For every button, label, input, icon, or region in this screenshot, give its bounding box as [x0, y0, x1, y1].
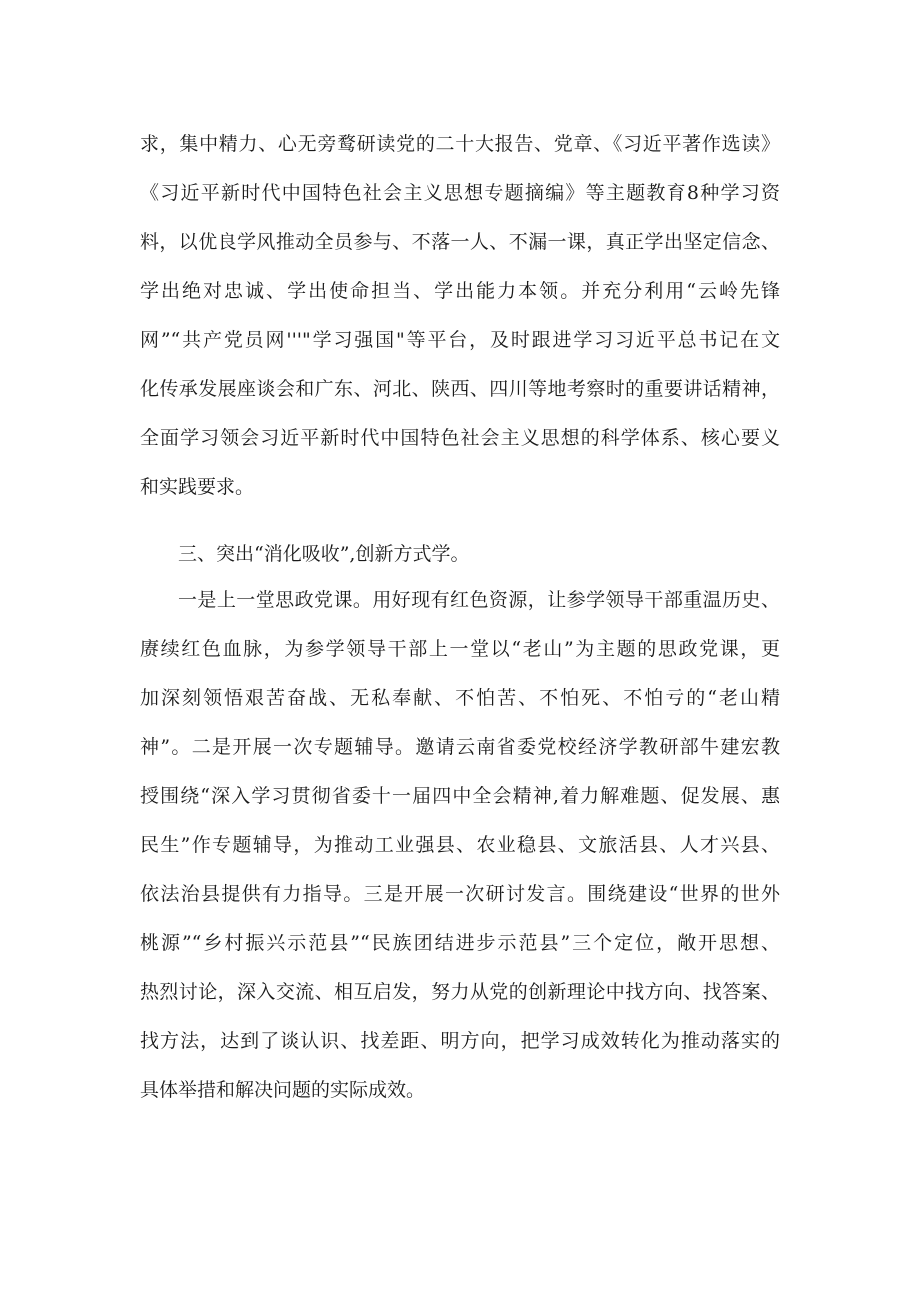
text-line: 网”“共产党员网'''"学习强国"等平台，及时跟进学习习近平总书记在文 — [140, 329, 780, 351]
text-line: 神”。二是开展一次专题辅导。邀请云南省委党校经济学教研部牛建宏教 — [140, 736, 780, 758]
text-line: 依法治县提供有力指导。三是开展一次研讨发言。围绕建设“世界的世外 — [140, 883, 780, 905]
text-line: 赓续红色血脉，为参学领导干部上一堂以“老山”为主题的思政党课，更 — [140, 638, 780, 660]
text-line: 全面学习领会习近平新时代中国特色社会主义思想的科学体系、核心要义 — [140, 427, 780, 449]
text-line: 和实践要求。 — [140, 476, 255, 498]
text-line: 授围绕“深入学习贯彻省委十一届四中全会精神,着力解难题、促发展、惠 — [140, 785, 780, 807]
text-line: 求，集中精力、心无旁鹜研读党的二十大报告、党章、《习近平著作选读》 — [140, 133, 780, 155]
text-line: 找方法，达到了谈认识、找差距、明方向，把学习成效转化为推动落实的 — [140, 1030, 780, 1052]
text-line: 一是上一堂思政党课。用好现有红色资源，让参学领导干部重温历史、 — [178, 589, 780, 611]
text-line: 化传承发展座谈会和广东、河北、陕西、四川等地考察时的重要讲话精神， — [140, 378, 780, 400]
text-line: 《习近平新时代中国特色社会主义思想专题摘编》等主题教育8种学习资 — [140, 182, 780, 204]
section-heading — [140, 530, 780, 579]
section-heading-text: 三、突出“消化吸收”,创新方式学。 — [178, 543, 470, 565]
text-line: 民生”作专题辅导，为推动工业强县、农业稳县、文旅活县、人才兴县、 — [140, 834, 780, 856]
text-line: 学出绝对忠诚、学出使命担当、学出能力本领。并充分利用“云岭先锋 — [140, 280, 780, 302]
text-line: 具体举措和解决问题的实际成效。 — [140, 1079, 426, 1101]
text-line: 料，以优良学风推动全员参与、不落一人、不漏一课，真正学出坚定信念、 — [140, 231, 780, 253]
text-line: 桃源”“乡村振兴示范县”“民族团结进步示范县”三个定位，敞开思想、 — [140, 932, 780, 954]
paragraph-study-materials — [140, 120, 780, 512]
text-line: 热烈讨论，深入交流、相互启发，努力从党的创新理论中找方向、找答案、 — [140, 981, 780, 1003]
text-line: 加深刻领悟艰苦奋战、无私奉献、不怕苦、不怕死、不怕亏的“老山精 — [140, 687, 780, 709]
paragraph-innovative-methods — [140, 576, 780, 1115]
